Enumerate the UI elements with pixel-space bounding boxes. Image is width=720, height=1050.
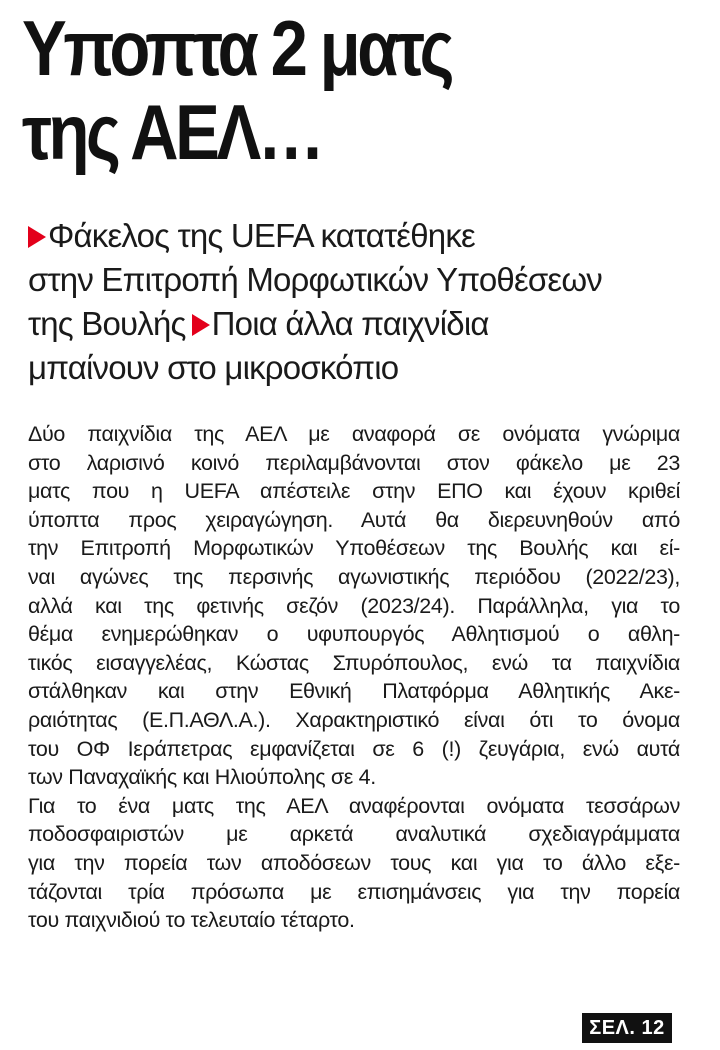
body-line: των Παναχαϊκής και Ηλιούπολης σε 4. [28,765,376,790]
body-line: θέμα ενημερώθηκαν ο υφυπουργός Αθλητισμού ο αθλη- [28,622,680,647]
subheadline-line-2: στην Επιτροπή Μορφωτικών Υποθέσεων [28,261,603,298]
article-body [28,420,680,935]
body-line: στο λαρισινό κοινό περιλαμβάνονται στον φάκελο με 23 [28,450,680,475]
body-line: του ΟΦ Ιεράπετρας εμφανίζεται σε 6 (!) ζευγάρια, ενώ αυτά [28,736,680,761]
subheadline-text-1: Φάκελος της UEFA κατατέθηκε [48,217,475,254]
body-line: τικός εισαγγελέας, Κώστας Σπυρόπουλος, ενώ τα παιχνίδια [28,650,680,675]
headline [22,6,607,174]
subheadline-text-3b: Ποια άλλα παιχνίδια [211,305,489,342]
body-line: ματς που η UEFA απέστειλε στην ΕΠΟ και έχουν κριθεί [28,479,680,504]
red-triangle-bullet-icon [192,314,210,336]
subheadline [28,214,708,390]
subheadline-line-3 [28,302,708,346]
body-line: του παιχνιδιού το τελευταίο τέταρτο. [28,908,355,933]
body-line: ραιότητας (Ε.Π.ΑΘΛ.Α.). Χαρακτηριστικό είναι ότι το όνομα [28,707,680,732]
body-line: στάλθηκαν και στην Εθνική Πλατφόρμα Αθλητικής Ακε- [28,679,680,704]
subheadline-line-1 [28,214,708,258]
body-line: Δύο παιχνίδια της ΑΕΛ με αναφορά σε ονόματα γνώριμα [28,422,680,446]
subheadline-line-4: μπαίνουν στο μικροσκόπιο [28,349,399,386]
body-line: για την πορεία των αποδόσεων τους και για το άλλο εξε- [28,850,680,875]
red-triangle-bullet-icon [28,226,46,248]
headline-line-1: Υποπτα 2 ματς [22,4,452,92]
body-line: τάζονται τρία πρόσωπα με επισημάνσεις για την πορεία [28,879,680,904]
body-line: ύποπτα προς χειραγώγηση. Αυτά θα διερευνηθούν από [28,507,680,532]
body-line: την Επιτροπή Μορφωτικών Υποθέσεων της Βουλής και εί- [28,536,680,561]
page-reference-badge: ΣΕΛ. 12 [582,1013,672,1043]
body-line: ναι αγώνες της περσινής αγωνιστικής περιόδου (2022/23), [28,564,680,589]
body-line: ποδοσφαιριστών με αρκετά αναλυτικά σχεδιαγράμματα [28,822,680,847]
body-line: Για το ένα ματς της ΑΕΛ αναφέρονται ονόματα τεσσάρων [28,793,680,818]
body-line: αλλά και της φετινής σεζόν (2023/24). Παράλληλα, για το [28,593,680,618]
headline-line-2: της ΑΕΛ… [22,88,322,176]
subheadline-text-3a: της Βουλής [28,305,186,342]
